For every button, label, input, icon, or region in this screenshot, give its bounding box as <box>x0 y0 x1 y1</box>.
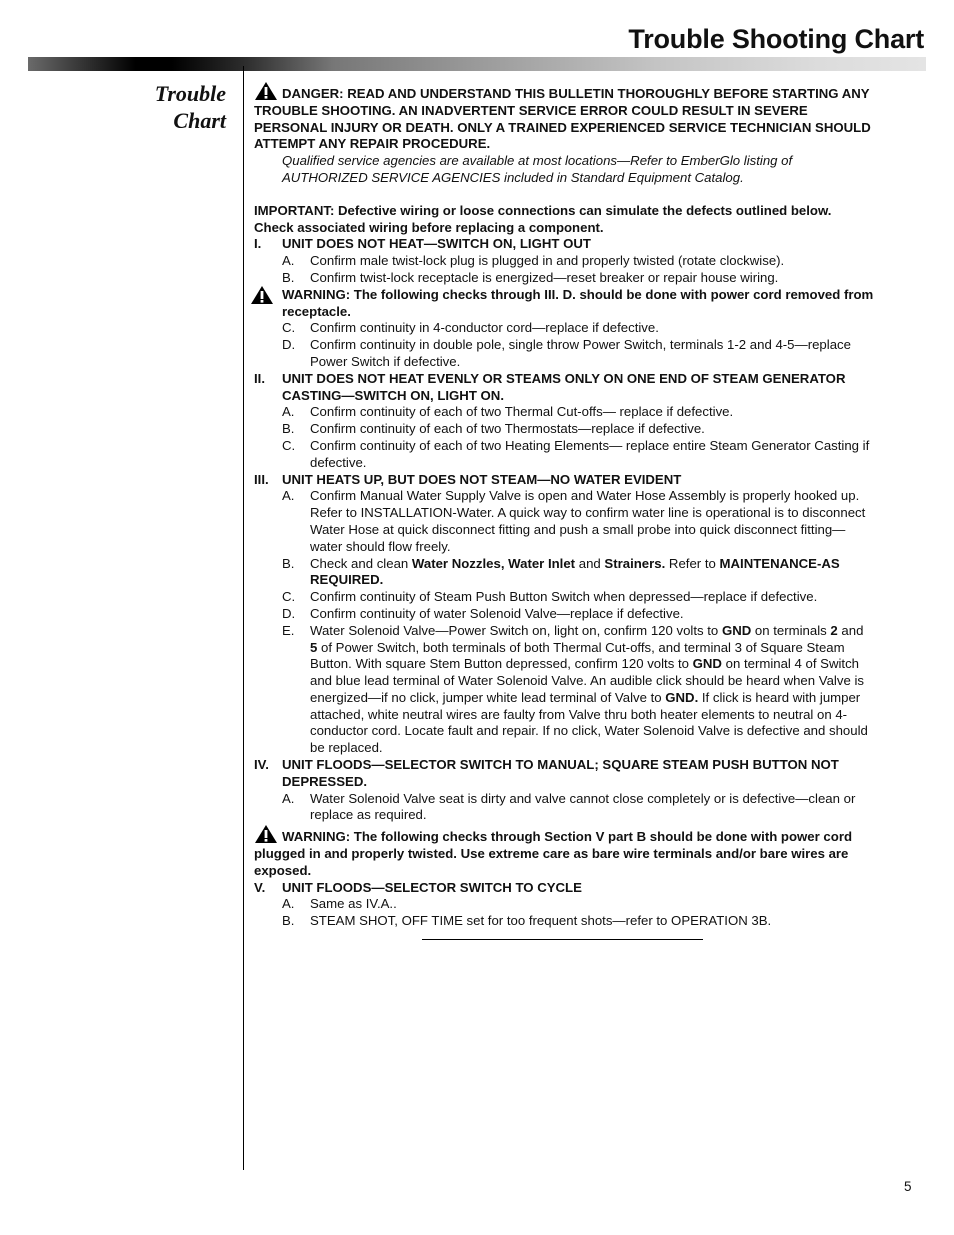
danger-notice <box>254 81 874 153</box>
item-label: A. <box>282 896 295 912</box>
item-text: Confirm twist-lock receptacle is energized—reset breaker or repair house wiring. <box>310 269 779 285</box>
section-number: V. <box>254 879 266 895</box>
item-label: A. <box>282 488 295 504</box>
item-label: A. <box>282 404 295 420</box>
warning-notice <box>254 824 874 879</box>
section-heading <box>254 371 874 405</box>
item-label: C. <box>282 437 296 453</box>
list-item <box>282 589 874 606</box>
item-label: B. <box>282 913 295 929</box>
header-gradient-bar <box>28 57 926 71</box>
section-number: II. <box>254 370 265 386</box>
text-run: and <box>575 555 605 571</box>
list-item <box>282 438 874 472</box>
item-text <box>310 623 868 756</box>
important-notice: IMPORTANT: Defective wiring or loose connections can simulate the defects outlined below. Check associated wiring before replacing a component. <box>254 202 832 235</box>
section-title: UNIT FLOODS—SELECTOR SWITCH TO MANUAL; SQUARE STEAM PUSH BUTTON NOT DEPRESSED. <box>282 757 839 789</box>
text-run: Water Solenoid Valve—Power Switch on, light on, confirm 120 volts to <box>310 622 722 638</box>
list-item <box>282 606 874 623</box>
text-run: If click is heard with jumper attached, white neutral wires are faulty from Valve thru both heater elements to neutral on 4-conductor cord. Locate fault and repair. If no click, Water Solenoid Valve is defective and should be replaced. <box>310 689 868 756</box>
section-heading <box>254 757 874 791</box>
section-side-title <box>155 80 226 134</box>
list-item <box>282 320 874 337</box>
end-rule <box>422 939 703 940</box>
text-run: Refer to <box>665 555 720 571</box>
warning-triangle-icon <box>254 824 278 844</box>
side-title-line-1: Trouble <box>154 81 226 106</box>
service-agency-note: Qualified service agencies are available at most locations—Refer to EmberGlo listing of AUTHORIZED SERVICE AGENCIES included in Standard Equipment Catalog. <box>282 153 793 185</box>
section-title: UNIT HEATS UP, BUT DOES NOT STEAM—NO WATER EVIDENT <box>282 471 682 487</box>
item-label: E. <box>282 622 295 638</box>
item-label: C. <box>282 589 296 605</box>
text-run: and <box>837 622 864 638</box>
list-item <box>282 488 874 555</box>
item-text: Confirm continuity of Steam Push Button Switch when depressed—replace if defective. <box>310 589 818 605</box>
text-run: MAINTENANCE-AS REQUIRED. <box>310 555 840 588</box>
text-run: 2 <box>830 622 838 638</box>
trouble-chart-content <box>254 81 874 940</box>
text-run: GND <box>721 622 752 638</box>
warning-notice <box>254 287 874 321</box>
text-run: 5 <box>310 639 318 655</box>
item-text: Water Solenoid Valve seat is dirty and valve cannot close completely or is defective—clean or replace as required. <box>310 790 856 823</box>
list-item <box>282 791 874 825</box>
warning-text: WARNING: The following checks through III. D. should be done with power cord removed from receptacle. <box>282 286 874 319</box>
warning-text: WARNING: The following checks through Section V part B should be done with power cord plugged in and properly twisted. Use extreme care as bare wire terminals and/or bare wires are exposed. <box>254 829 853 878</box>
text-run: GND <box>692 656 722 672</box>
list-item <box>282 913 874 930</box>
section-heading <box>254 880 874 897</box>
item-text: Confirm continuity of each of two Thermostats—replace if defective. <box>310 421 705 437</box>
item-text: Confirm continuity of each of two Heating Elements— replace entire Steam Generator Casting if defective. <box>310 437 870 470</box>
item-label: B. <box>282 421 295 437</box>
warning-triangle-icon <box>254 81 278 101</box>
item-text: Confirm Manual Water Supply Valve is open and Water Hose Assembly is properly hooked up. Refer to INSTALLATION-Water. A quick way to confirm water line is operational is to disconnect Water Hose at quick disconnect fitting and push a small probe into quick disconnect fitting—water should flow freely. <box>310 488 866 554</box>
item-text: Confirm continuity of each of two Thermal Cut-offs— replace if defective. <box>310 404 734 420</box>
text-run: Strainers. <box>604 555 666 571</box>
item-text: Confirm continuity of water Solenoid Valve—replace if defective. <box>310 605 684 621</box>
section-number: I. <box>254 236 262 252</box>
text-run: Check and clean <box>310 555 412 571</box>
list-item <box>282 404 874 421</box>
list-item <box>282 623 874 757</box>
section-heading <box>254 472 874 489</box>
item-label: B. <box>282 555 295 571</box>
list-item <box>282 556 874 590</box>
item-label: D. <box>282 337 296 353</box>
page-title: Trouble Shooting Chart <box>628 24 924 54</box>
section-title: UNIT DOES NOT HEAT EVENLY OR STEAMS ONLY ON ONE END OF STEAM GENERATOR CASTING—SWITCH ON, LIGHT ON. <box>282 370 846 403</box>
item-label: D. <box>282 605 296 621</box>
item-text: Confirm continuity in 4-conductor cord—replace if defective. <box>310 320 659 336</box>
list-item <box>282 253 874 270</box>
text-run: on terminal 4 of Switch and blue lead terminal of Water Solenoid Valve. An audible click should be heard when Valve is energized—if no click, jumper white lead terminal of Valve to <box>310 656 864 705</box>
list-item <box>282 270 874 287</box>
section-title: UNIT FLOODS—SELECTOR SWITCH TO CYCLE <box>282 879 582 895</box>
section-number: IV. <box>254 757 269 773</box>
item-text: Same as IV.A.. <box>310 896 397 912</box>
item-label: B. <box>282 269 295 285</box>
section-heading <box>254 236 874 253</box>
warning-triangle-icon <box>250 285 274 305</box>
list-item <box>282 421 874 438</box>
text-run: of Power Switch, both terminals of both Thermal Cut-offs, and terminal 3 of Square Steam Button. With square Stem Button depressed, confirm 120 volts to <box>310 639 845 672</box>
item-label: A. <box>282 790 295 806</box>
section-number: III. <box>254 471 269 487</box>
item-text: Confirm male twist-lock plug is plugged in and properly twisted (rotate clockwise). <box>310 253 785 269</box>
side-title-line-2: Chart <box>173 108 226 133</box>
text-run: on terminals <box>751 622 831 638</box>
text-run: GND. <box>665 689 699 705</box>
item-text <box>310 556 840 588</box>
list-item <box>282 896 874 913</box>
item-text: STEAM SHOT, OFF TIME set for too frequent shots—refer to OPERATION 3B. <box>310 913 772 929</box>
text-run: Water Nozzles, Water Inlet <box>411 555 576 571</box>
danger-text: DANGER: READ AND UNDERSTAND THIS BULLETIN THOROUGHLY BEFORE STARTING ANY TROUBLE SHOOTING. AN INADVERTENT SERVICE ERROR COULD RESULT IN SEVERE PERSONAL INJURY OR DEATH. ONLY A TRAINED EXPERIENCED SERVICE TECHNICIAN SHOULD ATTEMPT ANY REPAIR PROCEDURE. <box>254 86 871 152</box>
list-item <box>282 337 874 371</box>
item-label: C. <box>282 320 296 336</box>
section-title: UNIT DOES NOT HEAT—SWITCH ON, LIGHT OUT <box>282 236 591 252</box>
page-number: 5 <box>904 1179 912 1194</box>
item-label: A. <box>282 253 295 269</box>
item-text: Confirm continuity in double pole, single throw Power Switch, terminals 1-2 and 4-5—replace Power Switch if defective. <box>310 337 851 369</box>
column-divider <box>243 66 244 1170</box>
